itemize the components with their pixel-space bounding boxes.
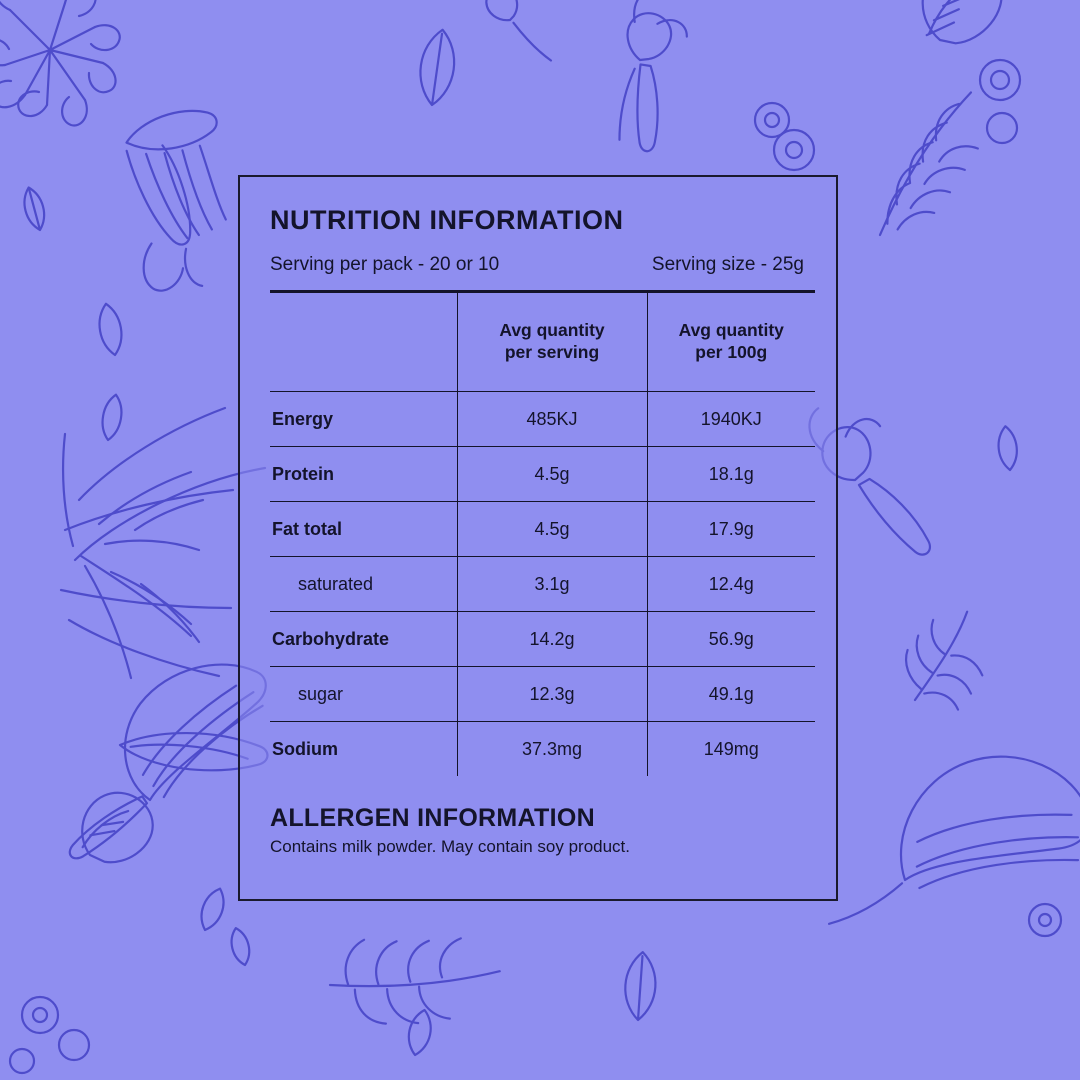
mint-leaf-icon [915, 0, 1008, 51]
seed-icon [996, 425, 1019, 471]
page-title: NUTRITION INFORMATION [270, 205, 624, 235]
table-header-row [270, 293, 815, 392]
clove-icon [590, 0, 705, 153]
nutrition-table [270, 293, 815, 776]
berry-icon [755, 103, 814, 170]
row-label: saturated [270, 557, 457, 612]
nutrient-column-header [270, 293, 457, 392]
row-per-100g: 12.4g [647, 557, 815, 612]
table-row [270, 722, 815, 777]
row-per-serving: 3.1g [457, 557, 647, 612]
seed-icon [20, 185, 49, 232]
row-per-100g: 49.1g [647, 667, 815, 722]
row-label: Fat total [270, 502, 457, 557]
serving-row [270, 254, 812, 276]
row-per-100g: 56.9g [647, 612, 815, 667]
star-anise-icon [0, 0, 120, 125]
header-line-2: per serving [504, 342, 600, 362]
row-label: Sodium [270, 722, 457, 777]
row-label: sugar [270, 667, 457, 722]
row-label: Carbohydrate [270, 612, 457, 667]
cinnamon-bark-icon [106, 103, 257, 300]
table-row [270, 557, 815, 612]
row-per-100g: 17.9g [647, 502, 815, 557]
row-per-serving: 485KJ [457, 392, 647, 447]
row-per-serving: 37.3mg [457, 722, 647, 777]
nutrition-information-panel [238, 175, 838, 901]
allergen-text: Contains milk powder. May contain soy product. [270, 837, 631, 856]
header-line-1: Avg quantity [499, 320, 605, 341]
table-row [270, 612, 815, 667]
vanilla-pod-icon [829, 721, 1080, 982]
clove-small-icon [481, 0, 551, 75]
seed-icon [228, 926, 253, 967]
row-per-serving: 4.5g [457, 502, 647, 557]
rosemary-sprig-icon [841, 92, 1014, 241]
row-per-serving: 14.2g [457, 612, 647, 667]
table-row [270, 502, 815, 557]
row-per-serving: 12.3g [457, 667, 647, 722]
row-per-serving: 4.5g [457, 447, 647, 502]
table-row [270, 392, 815, 447]
table-row [270, 667, 815, 722]
row-per-100g: 1940KJ [647, 392, 815, 447]
seed-icon [416, 27, 459, 107]
table-row [270, 447, 815, 502]
leaf-icon [71, 781, 163, 875]
avg-quantity-per-serving-header [457, 293, 647, 392]
seed-icon [96, 302, 126, 357]
berry-icon [1029, 904, 1061, 936]
berry-icon [10, 997, 89, 1073]
dill-frond-icon [61, 408, 265, 678]
allergen-title: ALLERGEN INFORMATION [270, 804, 595, 832]
row-per-100g: 18.1g [647, 447, 815, 502]
row-per-100g: 149mg [647, 722, 815, 777]
seed-icon [99, 393, 125, 441]
seed-icon [405, 1008, 435, 1057]
row-label: Energy [270, 392, 457, 447]
header-line-1: Avg quantity [678, 320, 784, 341]
avg-quantity-per-100g-header [647, 293, 815, 392]
serving-size: Serving size - 25g [651, 254, 804, 275]
row-label: Protein [270, 447, 457, 502]
berry-icon [980, 60, 1020, 143]
seed-icon [623, 951, 658, 1021]
rosemary-sprig-icon [899, 603, 993, 713]
header-line-2: per 100g [695, 342, 768, 362]
serving-per-pack: Serving per pack - 20 or 10 [270, 254, 500, 275]
seed-icon [196, 885, 229, 933]
